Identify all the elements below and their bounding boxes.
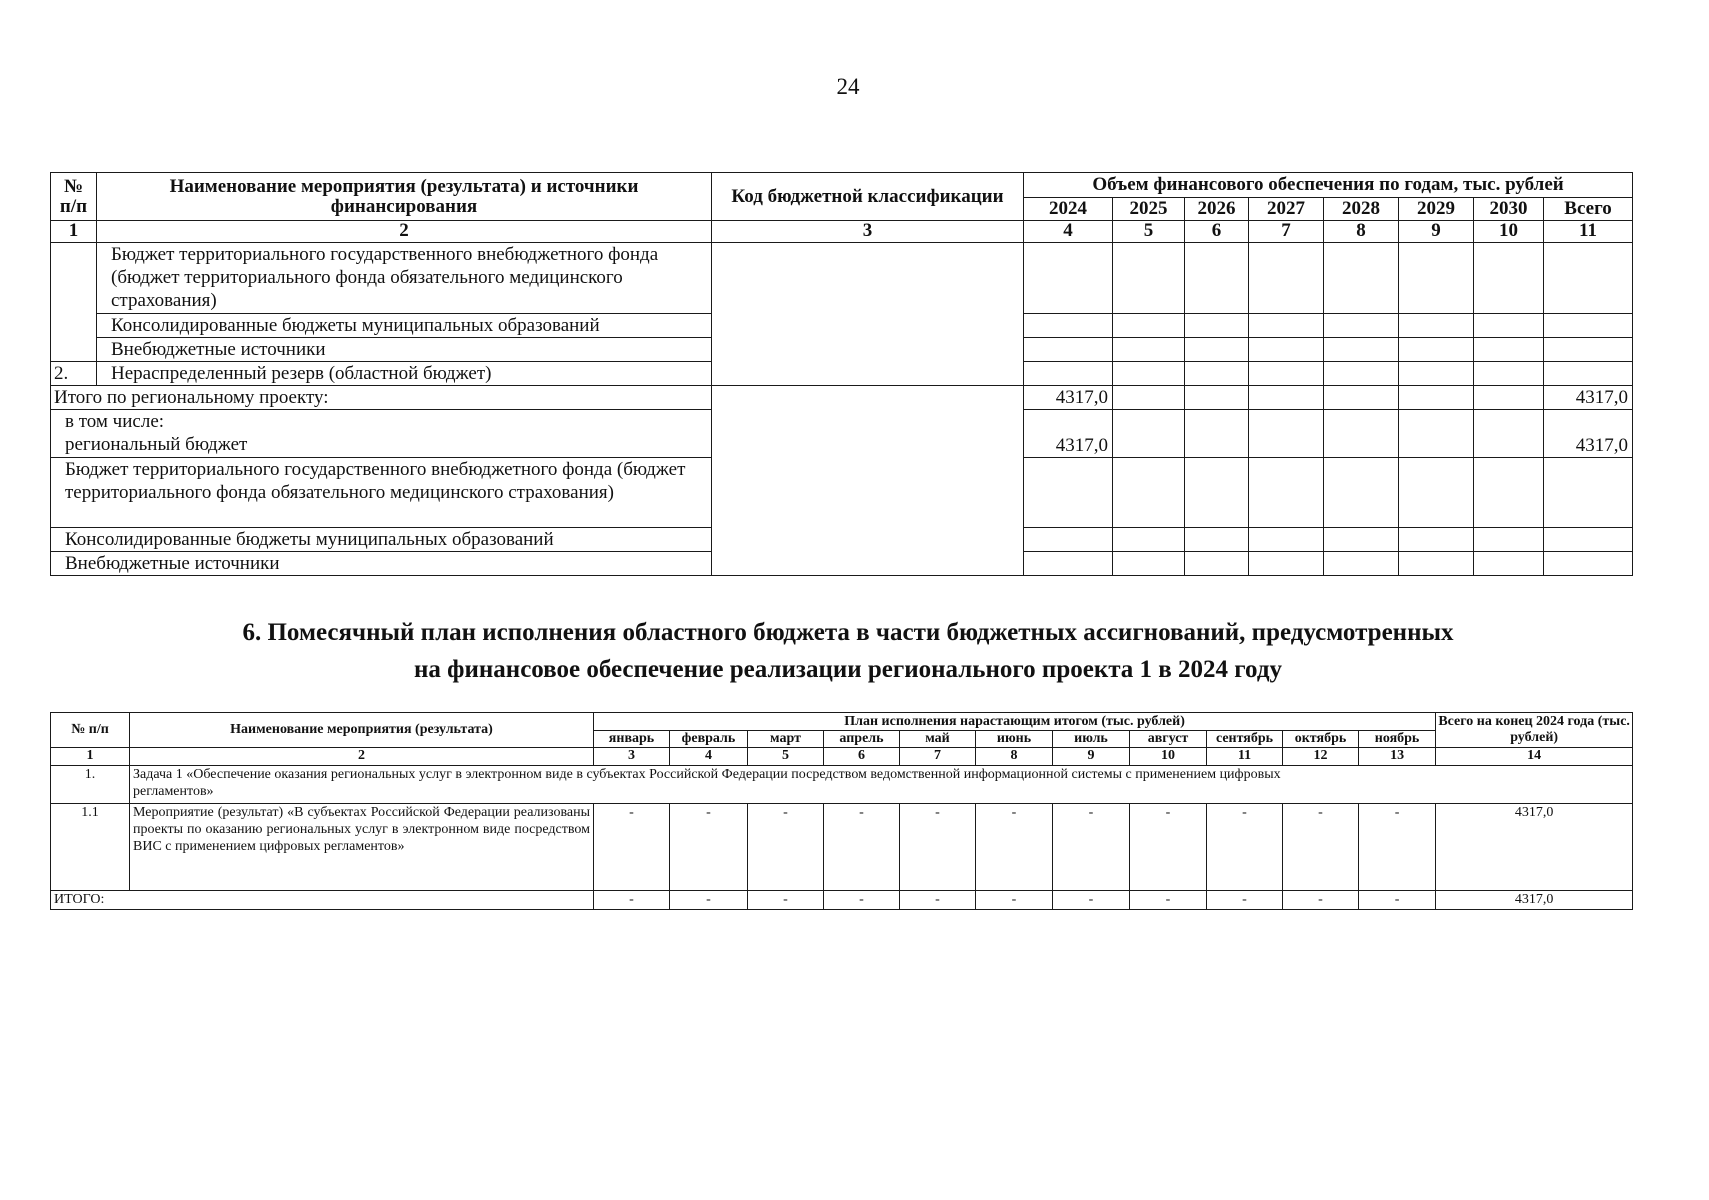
measure-month-value: - (748, 804, 824, 891)
header-month: октябрь (1283, 731, 1359, 748)
measure-month-value: - (1283, 804, 1359, 891)
itogo-total: 4317,0 (1436, 891, 1633, 910)
measure-text: Мероприятие (результат) «В субъектах Российской Федерации реализованы проекты по оказанию региональных услуг в электронном виде посредством ВИС с применением цифровых регламентов» (130, 804, 594, 891)
col-index: 5 (1113, 221, 1185, 243)
header-volume-group: Объем финансового обеспечения по годам, тыс. рублей (1024, 173, 1633, 198)
col-index: 1 (51, 221, 97, 243)
col-index: 11 (1207, 748, 1283, 766)
table-row (51, 766, 1633, 804)
col-index: 11 (1544, 221, 1633, 243)
itogo-month-value: - (594, 891, 670, 910)
row-name-tfoms-2: Бюджет территориального государственного внебюджетного фонда (бюджет территориального фонда обязательного медицинского страхования) (51, 458, 712, 528)
header-month: март (748, 731, 824, 748)
itogo-month-value: - (1053, 891, 1130, 910)
financing-table (50, 172, 1633, 576)
measure-month-value: - (1207, 804, 1283, 891)
col-index: 5 (748, 748, 824, 766)
section-heading-line: 6. Помесячный план исполнения областного бюджета в части бюджетных ассигнований, предусмотренных (242, 619, 1454, 646)
col-index: 2 (97, 221, 712, 243)
row-name-total: Итого по региональному проекту: (51, 386, 712, 410)
col-index: 6 (824, 748, 900, 766)
itogo-month-value: - (1359, 891, 1436, 910)
measure-total: 4317,0 (1436, 804, 1633, 891)
col-index: 12 (1283, 748, 1359, 766)
row-regional-label: региональный бюджет (65, 434, 248, 455)
column-index-row (51, 221, 1633, 243)
row-name-municipal-2: Консолидированные бюджеты муниципальных образований (51, 528, 712, 552)
header-year: 2025 (1113, 198, 1185, 221)
measure-month-value: - (900, 804, 976, 891)
col-index: 7 (900, 748, 976, 766)
itogo-label: ИТОГО: (51, 891, 594, 910)
row-name-reserve: Нераспределенный резерв (областной бюджет) (97, 362, 712, 386)
row-code (712, 243, 1024, 386)
header-name: Наименование мероприятия (результата) и источники финансирования (97, 173, 712, 221)
row-name-municipal: Консолидированные бюджеты муниципальных образований (97, 314, 712, 338)
itogo-month-value: - (1130, 891, 1207, 910)
col-index: 14 (1436, 748, 1633, 766)
monthly-plan-table (50, 712, 1633, 910)
col-index: 7 (1249, 221, 1324, 243)
header-month: август (1130, 731, 1207, 748)
header-month: май (900, 731, 976, 748)
measure-month-value: - (976, 804, 1053, 891)
col-index: 8 (1324, 221, 1399, 243)
row-incl-label: в том числе: (65, 411, 165, 432)
col-index: 3 (594, 748, 670, 766)
col-index: 1 (51, 748, 130, 766)
header-month: ноябрь (1359, 731, 1436, 748)
header-year: 2028 (1324, 198, 1399, 221)
measure-month-value: - (824, 804, 900, 891)
row-name-extra-2: Внебюджетные источники (51, 552, 712, 576)
header-year-total: Всего на конец 2024 года (тыс. рублей) (1436, 713, 1633, 748)
header-year: 2030 (1474, 198, 1544, 221)
header-month: июнь (976, 731, 1053, 748)
table-row (51, 386, 1633, 410)
itogo-month-value: - (900, 891, 976, 910)
header-plan-group: План исполнения нарастающим итогом (тыс. рублей) (594, 713, 1436, 731)
table-row (51, 243, 1633, 314)
header-year: 2029 (1399, 198, 1474, 221)
header-year: 2026 (1185, 198, 1249, 221)
col-index: 13 (1359, 748, 1436, 766)
header-year: 2024 (1024, 198, 1113, 221)
header-name: Наименование мероприятия (результата) (130, 713, 594, 748)
col-index: 10 (1474, 221, 1544, 243)
header-code: Код бюджетной классификации (712, 173, 1024, 221)
measure-month-value: - (1053, 804, 1130, 891)
header-month: апрель (824, 731, 900, 748)
header-no: № п/п (51, 173, 97, 221)
measure-month-value: - (594, 804, 670, 891)
header-month: январь (594, 731, 670, 748)
col-index: 9 (1399, 221, 1474, 243)
measure-month-value: - (1130, 804, 1207, 891)
task-no: 1. (51, 766, 130, 804)
col-index: 3 (712, 221, 1024, 243)
col-index: 9 (1053, 748, 1130, 766)
page-number: 24 (836, 74, 860, 99)
column-index-row (51, 748, 1633, 766)
header-month: сентябрь (1207, 731, 1283, 748)
table-row (51, 804, 1633, 891)
row-no: 2. (51, 362, 97, 386)
section-heading (0, 614, 1696, 688)
itogo-month-value: - (976, 891, 1053, 910)
task-text: Задача 1 «Обеспечение оказания региональных услуг в электронном виде в субъектах Российской Федерации посредством ведомственной информационной системы с применением цифровых регламентов» (130, 766, 1633, 804)
measure-no: 1.1 (51, 804, 130, 891)
measure-month-value: - (670, 804, 748, 891)
col-index: 4 (1024, 221, 1113, 243)
row-name-tfoms: Бюджет территориального государственного внебюджетного фонда (бюджет территориального фонда обязательного медицинского страхования) (97, 243, 712, 314)
col-index: 2 (130, 748, 594, 766)
total-2024: 4317,0 (1024, 386, 1113, 410)
header-month: февраль (670, 731, 748, 748)
itogo-month-value: - (1207, 891, 1283, 910)
col-index: 10 (1130, 748, 1207, 766)
header-no: № п/п (51, 713, 130, 748)
total-all: 4317,0 (1544, 386, 1633, 410)
row-code (712, 386, 1024, 576)
section-heading-line: на финансовое обеспечение реализации регионального проекта 1 в 2024 году (414, 656, 1282, 683)
header-month: июль (1053, 731, 1130, 748)
measure-month-value: - (1359, 804, 1436, 891)
row-no (51, 243, 97, 362)
row-name-regional (51, 410, 712, 458)
table-row (51, 891, 1633, 910)
itogo-month-value: - (670, 891, 748, 910)
col-index: 8 (976, 748, 1053, 766)
header-total: Всего (1544, 198, 1633, 221)
header-year: 2027 (1249, 198, 1324, 221)
col-index: 4 (670, 748, 748, 766)
regional-all: 4317,0 (1544, 410, 1633, 458)
regional-2024: 4317,0 (1024, 410, 1113, 458)
itogo-month-value: - (748, 891, 824, 910)
itogo-month-value: - (824, 891, 900, 910)
itogo-month-value: - (1283, 891, 1359, 910)
row-name-extra: Внебюджетные источники (97, 338, 712, 362)
col-index: 6 (1185, 221, 1249, 243)
